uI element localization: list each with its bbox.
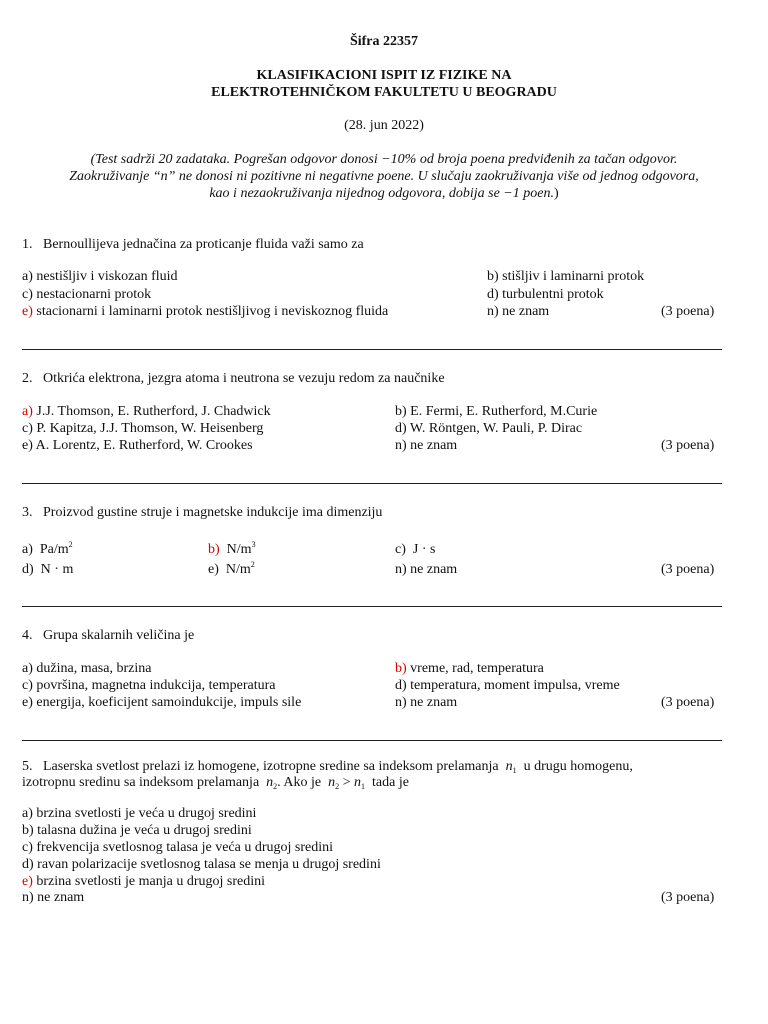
q2-option-n[interactable]: n) ne znam <box>395 438 458 453</box>
q5-option-e[interactable]: e) brzina svetlosti je manja u drugoj sredini <box>22 874 266 889</box>
question-text: Grupa skalarnih veličina je <box>43 628 195 643</box>
q4-option-n[interactable]: n) ne znam <box>395 695 458 710</box>
q3-points: (3 poena) <box>661 562 715 577</box>
marked-answer: b) <box>208 542 220 557</box>
question-2 <box>22 370 445 387</box>
q5-option-c[interactable]: c) frekvencija svetlosnog talasa je veća u drugoj sredini <box>22 840 334 855</box>
question-number: 5. <box>22 759 33 774</box>
q4-option-d[interactable]: d) temperatura, moment impulsa, vreme <box>395 678 620 693</box>
exam-title-line1: KLASIFIKACIONI ISPIT IZ FIZIKE NA <box>256 68 512 83</box>
question-text: Bernoullijeva jednačina za proticanje fluida važi samo za <box>43 237 364 252</box>
divider <box>22 483 722 484</box>
q1-option-d[interactable]: d) turbulentni protok <box>487 287 604 302</box>
q1-option-c[interactable]: c) nestacionarni protok <box>22 287 152 302</box>
divider <box>22 740 722 741</box>
instructions-line2: Zaokruživanje “n” ne donosi ni pozitivne ni negativne poene. U slučaju zaokruživanja više od jednog odgovora, <box>69 169 699 184</box>
q1-option-b[interactable]: b) stišljiv i laminarni protok <box>487 269 645 284</box>
q4-option-e[interactable]: e) energija, koeficijent samoindukcije, impuls sile <box>22 695 302 710</box>
q1-points: (3 poena) <box>661 304 715 319</box>
divider <box>22 606 722 607</box>
question-text: Otkrića elektrona, jezgra atoma i neutrona se vezuju redom za naučnike <box>43 371 445 386</box>
q5-option-b[interactable]: b) talasna dužina je veća u drugoj sredini <box>22 823 252 838</box>
q2-option-c[interactable]: c) P. Kapitza, J.J. Thomson, W. Heisenberg <box>22 421 264 436</box>
question-5-cont: izotropnu sredinu sa indeksom prelamanja $n_2$. Ako je $n_2 > n_1$ tada je <box>22 775 409 791</box>
exam-title-line2: ELEKTROTEHNIČKOM FAKULTETU U BEOGRADU <box>211 85 557 100</box>
instructions-line1: (Test sadrži 20 zadataka. Pogrešan odgovor donosi −10% od broja poena predviđenih za tačan odgovor. <box>90 152 678 167</box>
q5-option-a[interactable]: a) brzina svetlosti je veća u drugoj sredini <box>22 806 257 821</box>
q1-option-e[interactable]: e) stacionarni i laminarni protok nestišljivog i neviskoznog fluida <box>22 304 389 319</box>
q3-option-d[interactable]: d) N · m <box>22 562 74 577</box>
q2-option-e[interactable]: e) A. Lorentz, E. Rutherford, W. Crookes <box>22 438 253 453</box>
q1-option-n[interactable]: n) ne znam <box>487 304 550 319</box>
question-3 <box>22 504 382 521</box>
exam-code: Šifra 22357 <box>349 34 419 49</box>
q4-option-b[interactable]: b) vreme, rad, temperatura <box>395 661 544 676</box>
q2-option-a[interactable]: a) J.J. Thomson, E. Rutherford, J. Chadwick <box>22 404 271 419</box>
q5-option-n[interactable]: n) ne znam <box>22 890 85 905</box>
q3-option-n[interactable]: n) ne znam <box>395 562 458 577</box>
marked-answer: a) <box>22 404 33 419</box>
q3-option-e[interactable]: e) $N/m^2$ <box>208 560 255 577</box>
question-number: 4. <box>22 628 33 643</box>
question-5: 5. Laserska svetlost prelazi iz homogene, izotropne sredine sa indeksom prelamanja $n_1$ u drugu homogenu, <box>22 759 633 775</box>
marked-answer: e) <box>22 304 33 319</box>
question-4 <box>22 627 194 644</box>
instructions-line3: kao i nezaokruživanja nijednog odgovora, dobija se −1 poen.) <box>209 186 559 201</box>
question-number: 1. <box>22 237 33 252</box>
question-number: 3. <box>22 505 33 520</box>
q4-points: (3 poena) <box>661 695 715 710</box>
question-text: Proizvod gustine struje i magnetske indukcije ima dimenziju <box>43 505 383 520</box>
marked-answer: b) <box>395 661 407 676</box>
question-1 <box>22 236 364 253</box>
q2-option-b[interactable]: b) E. Fermi, E. Rutherford, M.Curie <box>395 404 598 419</box>
question-number: 2. <box>22 371 33 386</box>
marked-answer: e) <box>22 874 33 889</box>
exam-date: (28. jun 2022) <box>344 118 424 133</box>
q2-points: (3 poena) <box>661 438 715 453</box>
q1-option-a[interactable]: a) nestišljiv i viskozan fluid <box>22 269 178 284</box>
q5-points: (3 poena) <box>661 890 715 905</box>
q4-option-a[interactable]: a) dužina, masa, brzina <box>22 661 152 676</box>
q3-option-b[interactable]: b) $N/m^3$ <box>208 540 256 557</box>
q3-option-a[interactable]: a) $Pa/m^2$ <box>22 540 73 557</box>
q5-option-d[interactable]: d) ravan polarizacije svetlosnog talasa se menja u drugoj sredini <box>22 857 381 872</box>
divider <box>22 349 722 350</box>
q4-option-c[interactable]: c) površina, magnetna indukcija, temperatura <box>22 678 276 693</box>
q3-option-c[interactable]: c) J · s <box>395 542 436 557</box>
q2-option-d[interactable]: d) W. Röntgen, W. Pauli, P. Dirac <box>395 421 583 436</box>
